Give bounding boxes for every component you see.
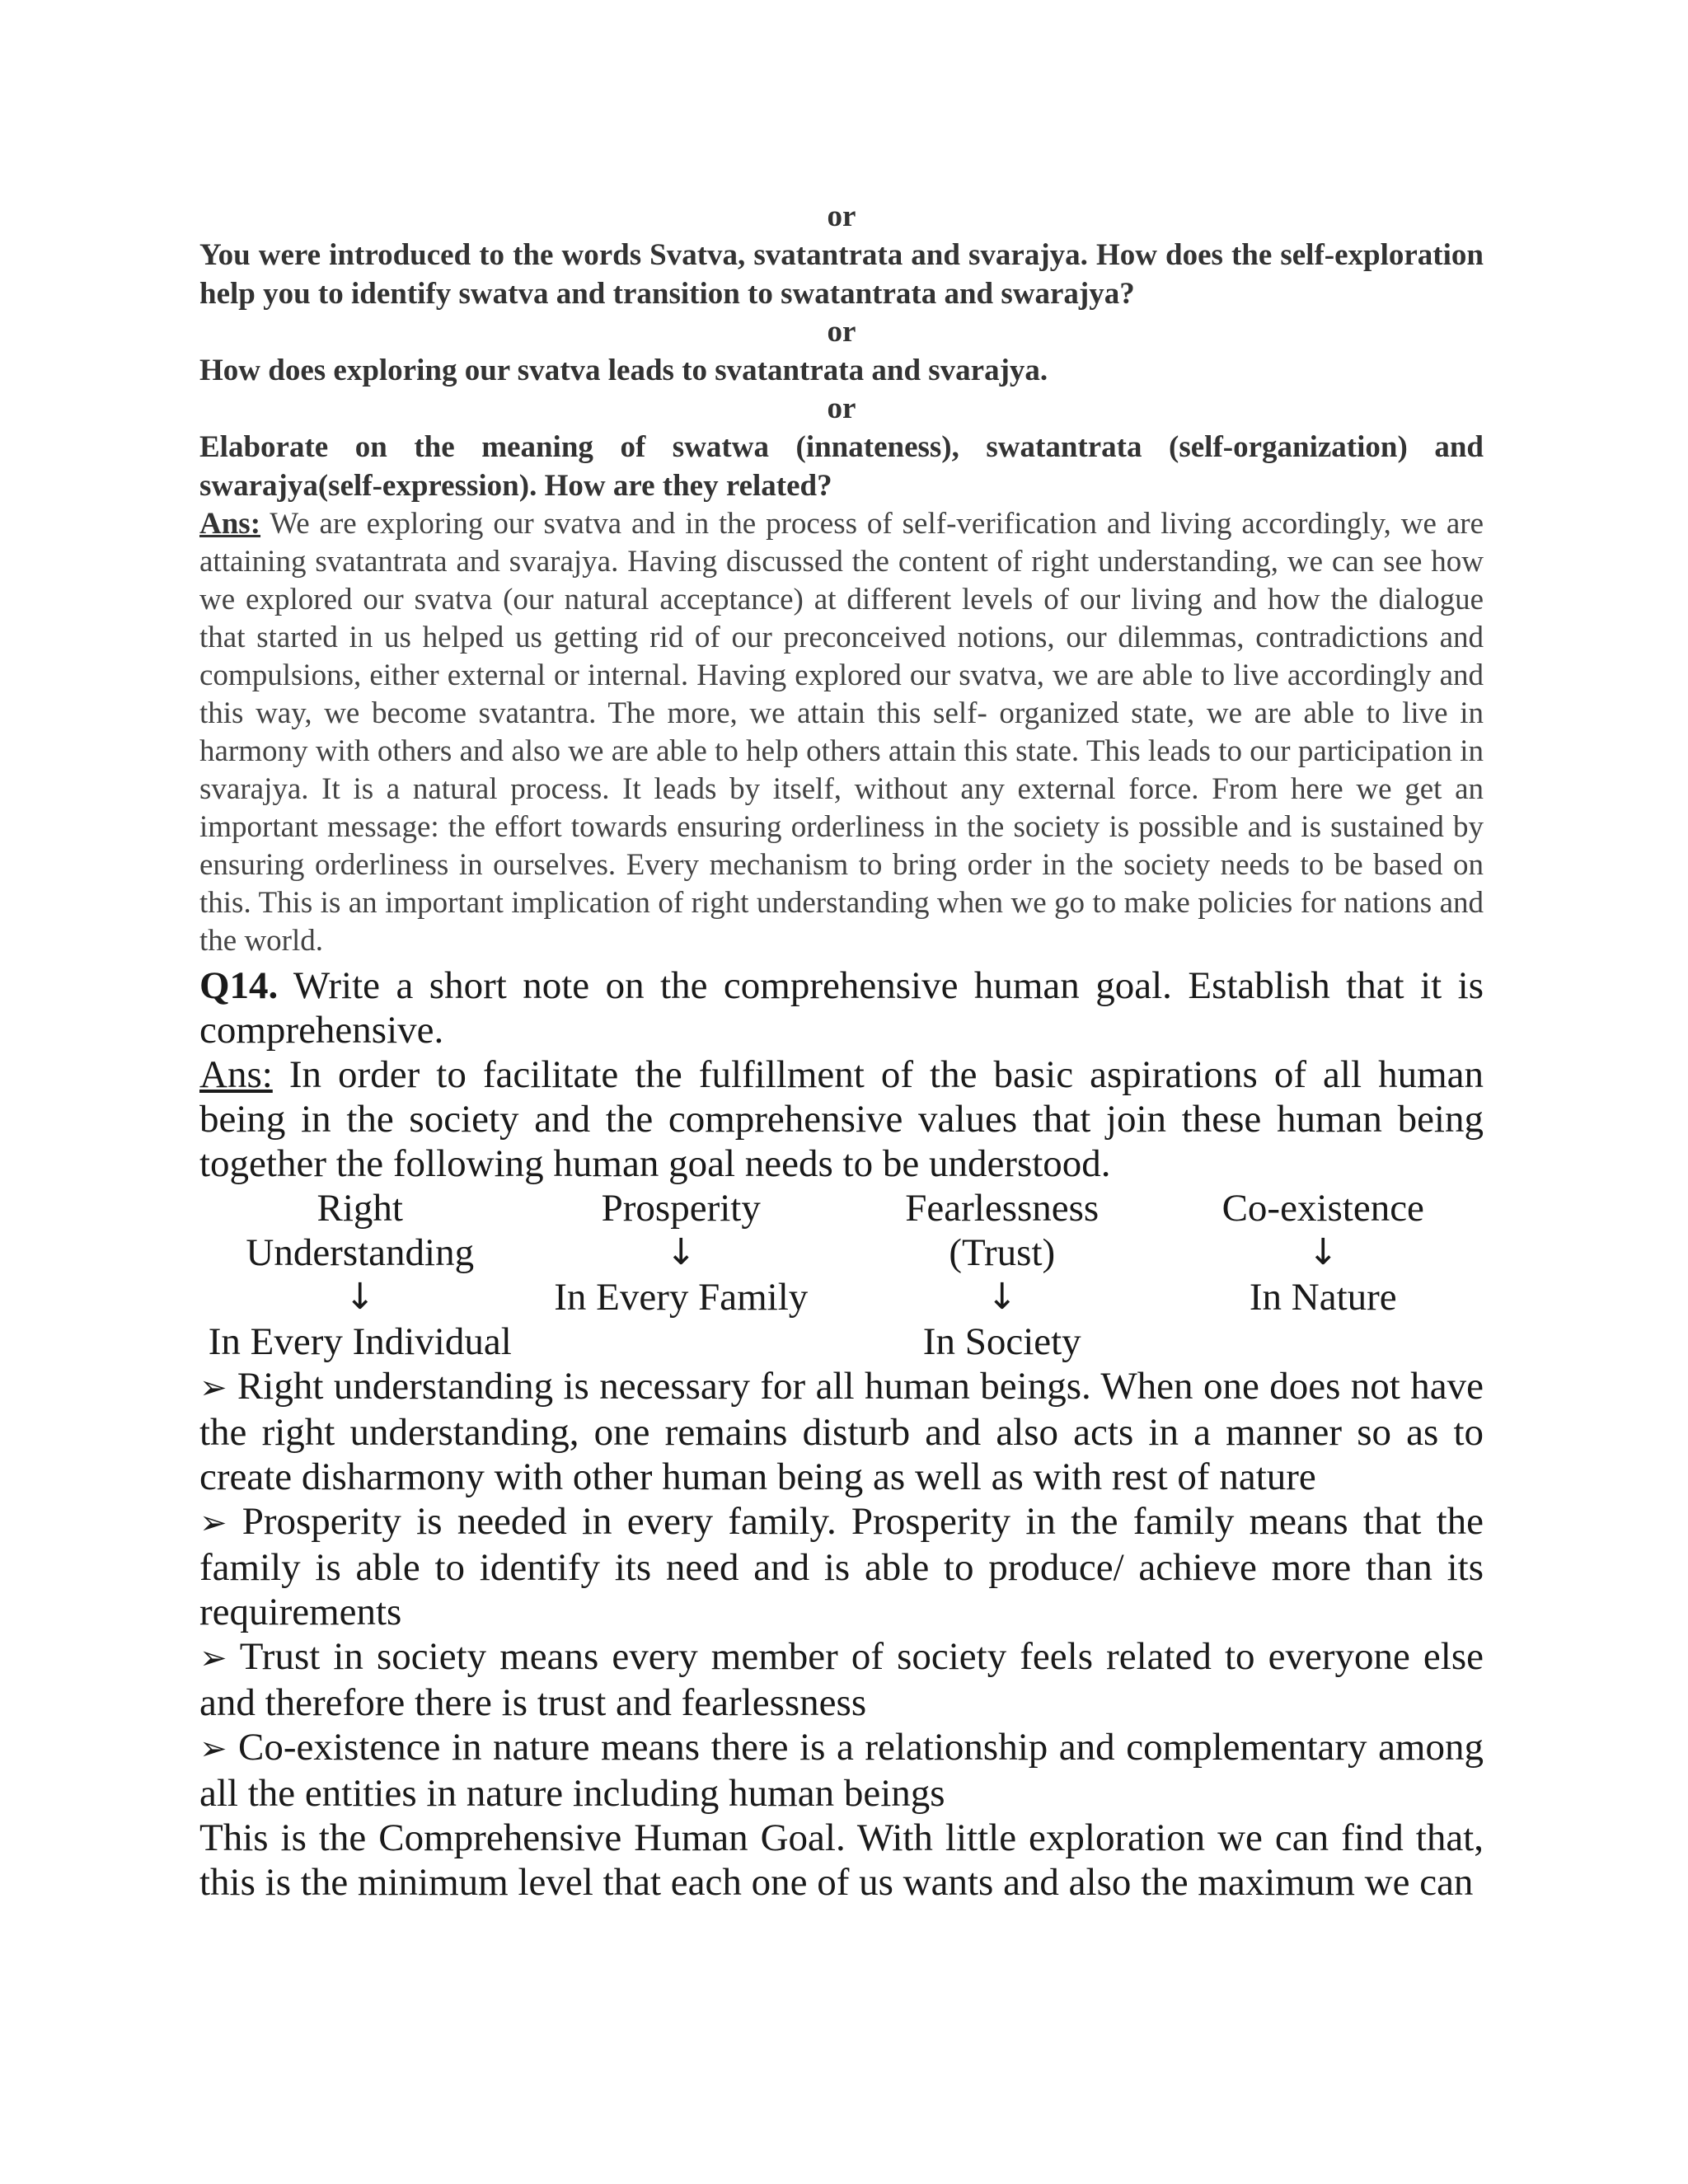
down-arrow-icon: ↓ — [345, 1276, 376, 1318]
bullet-item — [199, 1634, 1484, 1725]
bullet-text: Prosperity is needed in every family. Prosperity in the family means that the family is able to identify its need and is able to produce/ achieve more than its requirements — [199, 1500, 1484, 1633]
goal-label: Understanding — [246, 1231, 475, 1274]
bullet-text: Right understanding is necessary for all human beings. When one does not have the right understanding, one remains disturb and also acts in a manner so as to create disharmony with other human being as well as with rest of nature — [199, 1365, 1484, 1498]
goal-target: In Every Family — [554, 1276, 809, 1319]
goal-label: Fearlessness — [905, 1187, 1100, 1230]
goal-target: In Society — [922, 1320, 1081, 1363]
answer-label: Ans: — [199, 507, 261, 541]
bullet-text: Co-existence in nature means there is a relationship and complementary among all the entities in nature including human beings — [199, 1726, 1484, 1815]
human-goal-diagram — [199, 1186, 1484, 1364]
goal-label: Right — [316, 1187, 403, 1230]
bullet-item — [199, 1725, 1484, 1816]
goal-label: Co-existence — [1221, 1187, 1424, 1230]
answer-label: Ans: — [199, 1053, 273, 1096]
arrow-bullet-icon: ➢ — [199, 1504, 227, 1542]
goal-column-fearlessness — [842, 1186, 1163, 1364]
goal-column-prosperity — [521, 1186, 842, 1364]
or-separator: or — [827, 315, 856, 349]
goal-target: In Nature — [1249, 1276, 1397, 1319]
arrow-bullet-icon: ➢ — [199, 1639, 227, 1677]
bullet-text: Trust in society means every member of society feels related to everyone else and therefore there is trust and fearlessness — [199, 1635, 1484, 1724]
question-alt-1: You were introduced to the words Svatva, svatantrata and svarajya. How does the self-exploration help you to identify swatva and transition to swatantrata and swarajya? — [199, 238, 1484, 311]
answer-14 — [199, 1052, 1484, 1186]
question-number: Q14. — [199, 964, 279, 1007]
bullet-item — [199, 1364, 1484, 1499]
question-14 — [199, 963, 1484, 1052]
closing-paragraph: This is the Comprehensive Human Goal. With little exploration we can find that, this is the minimum level that each one of us wants and also the maximum we can — [199, 1816, 1484, 1904]
goal-target: In Every Individual — [208, 1320, 512, 1363]
answer-text: In order to facilitate the fulfillment of the basic aspirations of all human being in the society and the comprehensive values that join these human being together the following human goal needs to be understood. — [199, 1053, 1484, 1185]
goal-column-coexistence — [1163, 1186, 1484, 1364]
or-separator: or — [827, 199, 856, 233]
answer-text: We are exploring our svatva and in the process of self-verification and living accordingly, we are attaining svatantrata and svarajya. Having discussed the content of right understanding, we can see how we explored our svatva (our natural acceptance) at different levels of our living and how the dialogue that started in us helped us getting rid of our preconceived notions, our dilemmas, contradictions and compulsions, either external or internal. Having explored our svatva, we are able to live accordingly and this way, we become svatantra. The more, we attain this self- organized state, we are able to live in harmony with others and also we are able to help others attain this state. This leads to our participation in svarajya. It is a natural process. It leads by itself, without any external force. From here we get an important message: the effort towards ensuring orderliness in the society is possible and is sustained by ensuring orderliness in ourselves. Every mechanism to bring order in the society needs to be based on this. This is an important implication of right understanding when we go to make policies for nations and the world. — [199, 507, 1484, 958]
question-text: Write a short note on the comprehensive human goal. Establish that it is comprehensive. — [199, 964, 1484, 1052]
arrow-bullet-icon: ➢ — [199, 1369, 227, 1407]
question-alt-3: Elaborate on the meaning of swatwa (innateness), swatantrata (self-organization) and swarajya(self-expression). How are they related? — [199, 430, 1484, 503]
or-separator: or — [827, 391, 856, 425]
down-arrow-icon: ↓ — [1307, 1231, 1339, 1273]
goal-label: Prosperity — [601, 1187, 761, 1230]
down-arrow-icon: ↓ — [987, 1276, 1018, 1318]
down-arrow-icon: ↓ — [665, 1231, 696, 1273]
question-alt-2: How does exploring our svatva leads to svatantrata and svarajya. — [199, 354, 1048, 387]
goal-column-right-understanding — [199, 1186, 521, 1364]
bullet-item — [199, 1499, 1484, 1634]
goal-label: (Trust) — [949, 1231, 1056, 1274]
answer-13 — [199, 505, 1484, 960]
arrow-bullet-icon: ➢ — [199, 1730, 227, 1768]
